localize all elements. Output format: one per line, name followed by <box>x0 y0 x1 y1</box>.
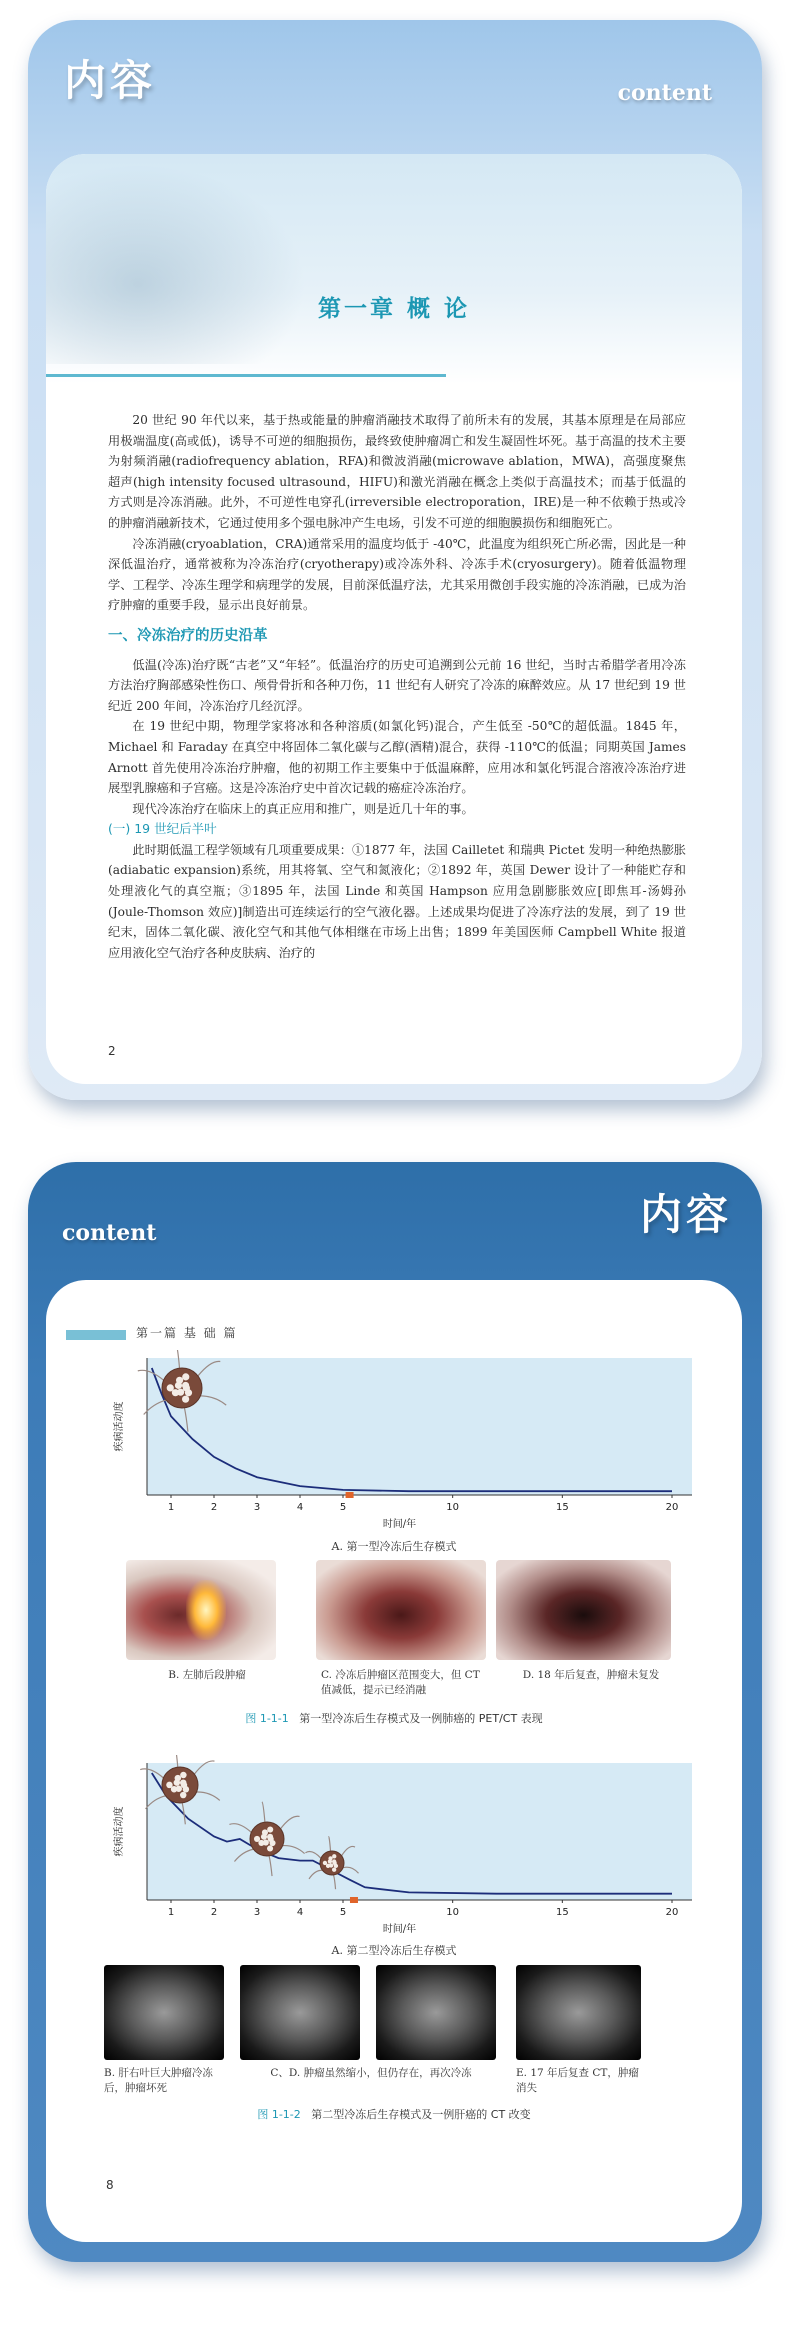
figure-title: 第一型冷冻后生存模式及一例肺癌的 PET/CT 表现 <box>299 1712 543 1725</box>
image-caption: B. 肝右叶巨大肿瘤冷冻后，肿瘤坏死 <box>104 2067 213 2094</box>
survival-chart-2 <box>92 1755 702 1940</box>
x-tick-label: 10 <box>446 1907 460 1918</box>
treatment-marker <box>346 1492 354 1498</box>
image-caption: D. 18 年后复查，肿瘤未复发 <box>522 1669 660 1681</box>
banner-title: 内容 <box>639 1190 732 1239</box>
x-axis-label: 时间/年 <box>382 1924 417 1935</box>
tumor-cell <box>182 1382 189 1389</box>
pet-ct-image-b <box>126 1560 276 1660</box>
chapter-divider <box>46 374 446 377</box>
page-number: 2 <box>108 1044 116 1058</box>
survival-chart-1 <box>92 1350 702 1535</box>
tumor-cell <box>267 1834 273 1840</box>
paragraph: 低温(冷冻)治疗既“古老”又“年轻”。低温治疗的历史可追溯到公元前 16 世纪，当时古希腊学者用冷冻方法治疗胸部感染性伤口、颅骨骨折和各种刀伤，11 世纪有人研究了冷冻的麻醉效应。从 17 世纪到 19 世纪近 200 年间，冷冻治疗几经沉浮。 <box>108 657 686 713</box>
x-tick-label: 2 <box>210 1502 218 1513</box>
ct-image-c <box>240 1965 360 2060</box>
content-card-2 <box>28 1162 762 2262</box>
figure-subcaption: A. 第二型冷冻后生存模式 <box>331 1944 457 1957</box>
figure-number: 图 1-1-1 <box>245 1712 289 1725</box>
figure-subcaption: A. 第一型冷冻后生存模式 <box>331 1540 457 1553</box>
tumor-cell <box>332 1859 336 1863</box>
tumor-cell <box>175 1775 181 1781</box>
image-caption: C. 冷冻后肿瘤区范围变大，但 CT 值减低，提示已经消融 <box>321 1669 480 1696</box>
ct-image-d <box>376 1965 496 2060</box>
page-number: 8 <box>106 2178 114 2192</box>
chapter-header <box>46 154 742 384</box>
x-axis-label: 时间/年 <box>382 1519 417 1530</box>
tumor-cell <box>267 1826 273 1832</box>
y-axis-label: 疾病活动度 <box>114 1806 125 1857</box>
paragraph: 冷冻消融(cryoablation，CRA)通常采用的温度均低于 -40℃，此温度为组织死亡所必需，因此是一种深低温治疗，通常被称为冷冻治疗(cryotherapy)或冷冻外科、冷冻手术(cryosurgery)。随着低温物理学、工程学、冷冻生理学和病理学的发展，目前深低温疗法，尤其采用微创手段实施的冷冻消融，已成为治疗肿瘤的重要手段，显示出良好前景。 <box>108 536 686 613</box>
tumor-cell <box>254 1836 260 1842</box>
x-tick-label: 15 <box>555 1907 569 1918</box>
x-tick-label: 5 <box>339 1907 347 1918</box>
x-tick-label: 4 <box>296 1502 304 1513</box>
paragraph: 此时期低温工程学领域有几项重要成果：①1877 年，法国 Cailletet 和瑞典 Pictet 发明一种绝热膨胀(adiabatic expansion)系统，用其将氧、空气和氮液化；②1892 年，英国 Dewer 设计了一种能贮存和处理液化气的真空瓶；③1895 年，法国 Linde 和英国 Hampson 应用急剧膨胀效应[即焦耳-汤姆孙(Joule-Thomson 效应)]制造出可连续运行的空气液化器。上述成果均促进了冷冻疗法的发展，到了 19 世纪末，固体二氧化碳、液化空气和其他气体相继在市场上出售；1899 年美国医师 Campbell White 报道应用液化空气治疗各种皮肤病、治疗的 <box>108 842 686 960</box>
section-label: 第一篇 基 础 篇 <box>136 1326 238 1340</box>
page-sheet-1 <box>46 154 742 1084</box>
x-tick-label: 20 <box>665 1502 679 1513</box>
tumor-cell <box>262 1829 268 1835</box>
content-card-1 <box>28 20 762 1100</box>
subsection-heading: (一) 19 世纪后半叶 <box>108 821 217 837</box>
page-sheet-2 <box>46 1280 742 2242</box>
banner-subtitle: content <box>617 80 712 106</box>
tumor-cell <box>180 1772 186 1778</box>
section-bar <box>66 1330 126 1340</box>
plot-area <box>147 1358 692 1495</box>
figure-caption <box>46 1710 742 1726</box>
tumor-cell <box>334 1864 338 1868</box>
image-caption: C、D. 肿瘤虽然缩小，但仍存在，再次冷冻 <box>270 2067 472 2079</box>
tumor-cell <box>166 1782 172 1788</box>
tumor-cell <box>323 1861 327 1865</box>
treatment-marker <box>350 1897 358 1903</box>
figure-caption <box>46 2106 742 2122</box>
tumor-cell <box>328 1856 332 1860</box>
paragraph: 20 世纪 90 年代以来，基于热或能量的肿瘤消融技术取得了前所未有的发展，其基本原理是在局部应用极端温度(高或低)，诱导不可逆的细胞损伤，最终致使肿瘤凋亡和发生凝固性坏死。基于高温的技术主要为射频消融(radiofrequency ablation，RFA)和微波消融(microwave ablation，MWA)，高强度聚焦超声(high intensity focused ultrasound，HIFU)和激光消融在概念上类似于高温技术；而基于低温的方式则是冷冻消融。此外，不可逆性电穿孔(irreversible electroporation，IRE)是一种不依赖于热或冷的肿瘤消融新技术，它通过使用多个强电脉冲产生电场，引发不可逆的细胞膜损伤和细胞死亡。 <box>108 413 686 530</box>
tumor-cell <box>182 1373 189 1380</box>
x-tick-label: 20 <box>665 1907 679 1918</box>
chapter-body <box>108 410 686 963</box>
image-caption: E. 17 年后复查 CT，肿瘤消失 <box>516 2067 639 2094</box>
x-tick-label: 15 <box>555 1502 569 1513</box>
x-tick-label: 10 <box>446 1502 460 1513</box>
banner-title: 内容 <box>64 56 157 105</box>
tumor-cell <box>332 1868 336 1872</box>
tumor-cell <box>167 1384 174 1391</box>
tumor-hotspot <box>186 1580 226 1640</box>
x-tick-label: 1 <box>167 1502 175 1513</box>
banner-subtitle: content <box>62 1220 157 1246</box>
tumor-cell <box>176 1377 183 1384</box>
x-tick-label: 4 <box>296 1907 304 1918</box>
tumor-cell <box>332 1854 336 1858</box>
x-tick-label: 3 <box>253 1502 261 1513</box>
section-heading: 一、冷冻治疗的历史沿革 <box>108 627 268 644</box>
ct-image-b <box>104 1965 224 2060</box>
x-tick-label: 3 <box>253 1907 261 1918</box>
tumor-cell <box>182 1396 189 1403</box>
tumor-cell <box>267 1845 273 1851</box>
x-tick-label: 1 <box>167 1907 175 1918</box>
image-caption: B. 左肺后段肿瘤 <box>168 1669 246 1681</box>
figure-title: 第二型冷冻后生存模式及一例肝癌的 CT 改变 <box>311 2108 531 2121</box>
plot-area <box>147 1763 692 1900</box>
y-axis-label: 疾病活动度 <box>114 1401 125 1452</box>
tumor-cell <box>180 1779 186 1785</box>
ct-image-e <box>516 1965 641 2060</box>
header-photo-watermark <box>46 164 306 364</box>
x-tick-label: 2 <box>210 1907 218 1918</box>
tumor-cell <box>269 1840 275 1846</box>
chapter-title: 第一章 概 论 <box>317 296 470 322</box>
paragraph: 现代冷冻治疗在临床上的真正应用和推广，则是近几十年的事。 <box>132 801 474 816</box>
pet-ct-image-c <box>316 1560 486 1660</box>
tumor-cell <box>180 1792 186 1798</box>
pet-ct-image-d <box>496 1560 671 1660</box>
x-tick-label: 5 <box>339 1502 347 1513</box>
paragraph: 在 19 世纪中期，物理学家将冰和各种溶质(如氯化钙)混合，产生低至 -50℃的超低温。1845 年，Michael 和 Faraday 在真空中将固体二氧化碳与乙醇(酒精)混合，获得 -110℃的低温；同期英国 James Arnott 首先使用冷冻治疗肿瘤，他的初期工作主要集中于低温麻醉，应用冰和氯化钙混合溶液冷冻治疗进展型乳腺癌和子宫癌。这是冷冻治疗史中首次记载的癌症冷冻治疗。 <box>108 719 686 796</box>
tumor-cell <box>185 1389 192 1396</box>
figure-number: 图 1-1-2 <box>257 2108 301 2121</box>
tumor-cell <box>183 1786 189 1792</box>
